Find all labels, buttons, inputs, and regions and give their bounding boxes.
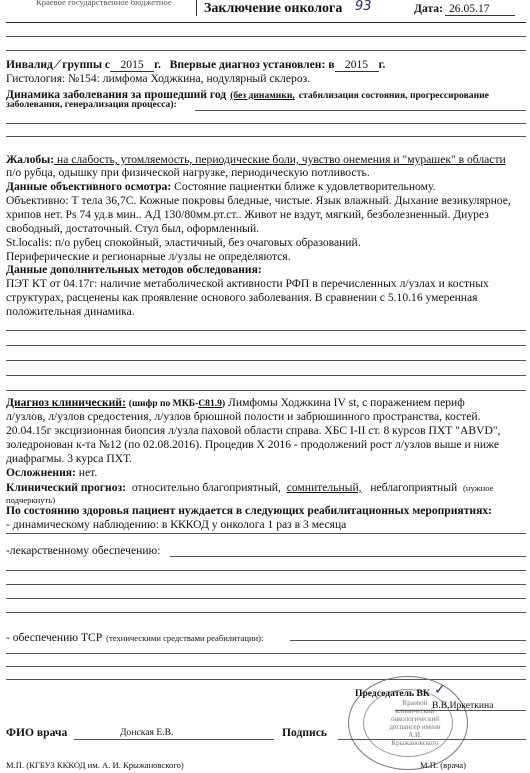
chair-underline [395,710,526,711]
date-underline [445,15,515,16]
diagnosis-line5: диафрагмы. 3 курса ПХТ. [6,452,132,465]
complaints-line1 [6,153,506,166]
document-number: 93 [355,0,372,14]
extra-label: Данные дополнительных методов обследования: [6,263,262,276]
blank-line [6,666,526,667]
exam-line1 [6,180,435,193]
exam-line6: Периферические и регионарные л/узлы не определяются. [6,250,291,263]
prognosis-option-1: относительно благоприятный, [131,481,281,494]
doctor-name: Донская Е.В. [120,727,174,738]
blank-line [6,36,526,37]
prognosis-note: (нужное [463,483,494,493]
blank-line [6,533,526,534]
doctor-label: ФИО врача [6,726,68,739]
rehab-item-3-note: (техническими средствами реабилитации): [106,633,264,643]
diagnosis-line4: золедронован к-та №12 (по 02.08.2016). Процедив X 2016 - продолжений рост л/узлов выше и ниже [6,438,500,451]
diagnosis-code-close: ) [221,398,226,409]
date-label: Дата: [414,2,443,15]
exam-text: Состояние пациентки ближе к удовлетворительному. [171,180,436,193]
exam-line5: St.localis: п/о рубец спокойный, эластичный, без очаговых образований. [6,236,361,249]
blank-line [6,123,526,124]
exam-line4: свободный, достаточный. Стул был, оформленный. [6,222,260,235]
rehab-item-1: - динамическому наблюдению: в КККОД у онколога 1 раз в 3 месяца [6,518,347,531]
blank-line [6,360,526,361]
extra-line3: положительная динамика. [6,305,135,318]
disability-group-mark: ⁄ [52,57,63,71]
prognosis-option-2-selected: сомнительный, [286,481,362,494]
diagnosis-code-label: (шифр по МКБ- [128,398,199,409]
blank-line [6,330,526,331]
complications [6,466,97,479]
prognosis-line [6,481,493,494]
blank-line [195,110,526,111]
doctor-underline [74,739,274,740]
blank-line [6,390,526,391]
dynamics-option-selected: (без динамики, [230,90,295,101]
stamp-line: онкологический [390,715,440,723]
rehab-item-2: -лекарственному обеспечению: [6,544,161,557]
blank-line [290,640,526,641]
exam-line2: Объективно: Т тела 36,7С. Кожные покровы бледные, чистые. Язык влажный. Дыхание везикулярное, [6,194,511,207]
dynamics-label: Динамика заболевания за прошедший год [6,88,227,101]
prognosis-option-3: неблагоприятный [370,481,458,494]
diagnosis-line2: л/узлов, л/узлов средостения, л/узлов брюшной полости и забрюшинного пространства, костей. [6,410,481,423]
diagnosis-line3: 20.04.15г эксцизионная биопсия л/узла паховой области справа. ХБС I-II ст. 8 курсов ПХТ "ABVD", [6,424,501,437]
extra-line1: ПЭТ КТ от 04.17г: наличие метаболической активности РФП в перечисленных л/узлах и костных [6,277,489,290]
blank-line [6,584,526,585]
date-value: 26.05.17 [449,2,490,15]
blank-line [6,50,526,51]
blank-line [6,653,526,654]
blank-line [6,570,526,571]
blank-line [6,679,526,680]
blank-line [6,345,526,346]
stamp-line: диспансер имени [389,723,441,731]
first-diagnosis-year-suffix: г. [378,58,386,71]
extra-line2: структурах, расценены как проявление основого заболевания. В сравнении с 5.10.16 умеренная [6,291,478,304]
blank-line [170,556,526,557]
stamp-line: А.И. Крыжановского [391,731,439,747]
blank-line [6,136,526,137]
stamp-line: клинический [395,707,435,715]
diagnosis-label: Диагноз клинический: [6,396,126,409]
prognosis-label: Клинический прогноз: [6,481,127,494]
dynamics-options: стабилизация состояния, прогрессирование [298,90,489,101]
dynamics-line2: заболевания, генерализация процесса): [6,99,177,110]
histology: Гистология: №154: лимфома Ходжкина, нодулярный склероз. [6,72,311,85]
stamp-line: Краевой [402,699,428,707]
group-year-suffix: г. [154,58,161,71]
disability-label: Инвалид [6,58,53,71]
group-year: 2015 [110,58,154,72]
chair-signature: ✓ [434,682,446,698]
signature-underline [338,739,526,740]
document-title: Заключение онколога [204,1,343,16]
first-diagnosis-year: 2015 [335,58,379,72]
blank-line [6,598,526,599]
complications-label: Осложнения: [6,466,76,479]
complaints-label: Жалобы: [6,153,55,166]
diagnosis-text: Лимфомы Ходжкина IV st, с поражением периф [225,396,465,409]
exam-label: Данные объективного осмотра: [6,180,172,193]
diagnosis-line1 [6,396,465,409]
org-name: Краевое государственное бюджетное [36,0,172,7]
stamp-place-left: М.П. (КГБУЗ КККОД им. А. И. Крыжановского) [6,760,184,770]
complications-value: нет. [75,466,98,479]
rehab-item-3 [6,628,263,646]
complaints-line2: п/о рубца, одышку при физической нагрузке, периодическую потливость. [6,166,370,179]
header-rule [6,22,526,23]
diagnosis-code: C81.9 [198,398,222,409]
signature-label: Подпись [282,726,327,739]
header-divider [196,0,197,16]
blank-line [6,375,526,376]
stamp-place-right: М.П. (врача) [420,760,466,770]
rehab-label: По состоянию здоровья пациент нуждается в следующих реабилитационных мероприятиях: [6,504,492,517]
group-label: группы с [62,58,111,71]
disability-line [6,58,385,72]
complaints-text: на слабость, утомляемость, периодические боли, чувство онемения и "мурашек" в области [54,153,506,166]
chair-label: Председатель ВК [355,688,430,699]
exam-line3: хрипов нет. Ps 74 уд.в мин.. АД 130/80мм.рт.ст.. Живот не вздут, мягкий, безболезненный. Диурез [6,208,489,221]
first-diagnosis-label: Впервые диагноз установлен: в [169,58,335,71]
prognosis-note-2: подчеркнуть) [6,495,56,505]
blank-line [6,612,526,613]
rehab-item-3-label: - обеспечению ТСР [6,631,103,644]
chair-name: В.В.Иркеткина [432,700,494,711]
